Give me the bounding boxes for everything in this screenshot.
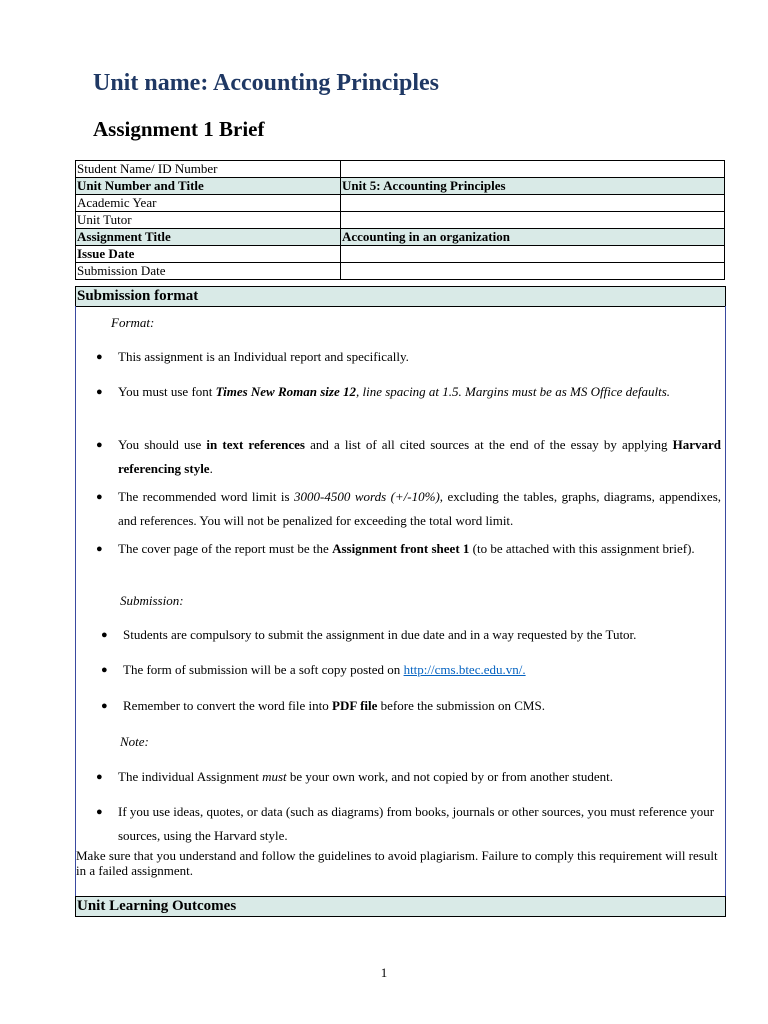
bullet-icon: ● [96, 806, 103, 818]
format-item-5 [118, 537, 721, 561]
format-item-5-text: The cover page of the report must be the [118, 541, 333, 556]
row-value [341, 246, 725, 263]
font-requirement: Times New Roman size 12 [215, 384, 356, 399]
format-item-1: This assignment is an Individual report and specifically. [118, 349, 409, 364]
unit-name-title: Unit name: Accounting Principles [93, 70, 439, 96]
assignment-title: Assignment 1 Brief [93, 117, 265, 141]
format-item-4 [118, 485, 721, 533]
format-item-5-rest: (to be attached with this assignment brief). [469, 541, 695, 556]
harvard-style: Harvard referencing style [118, 437, 721, 476]
row-value [341, 195, 725, 212]
submission-item-3-text: Remember to convert the word file into [123, 698, 333, 713]
table-row [76, 161, 725, 178]
submission-item-3 [123, 694, 723, 718]
note-item-2: If you use ideas, quotes, or data (such as diagrams) from books, journals or other sources, you must reference your sources, using the Harvard style. [118, 804, 715, 843]
note-item-1 [118, 765, 721, 789]
row-value [341, 212, 725, 229]
bullet-icon: ● [96, 543, 103, 555]
front-sheet: Assignment front sheet 1 [332, 541, 470, 556]
plagiarism-warning: Make sure that you understand and follow the guidelines to avoid plagiarism. Failure to comply this requirement will result in a failed assignment. [76, 848, 718, 878]
submission-item-1: Students are compulsory to submit the assignment in due date and in a way requested by the Tutor. [123, 627, 637, 642]
row-label: Assignment Title [76, 229, 341, 246]
row-label: Unit Tutor [76, 212, 341, 229]
bullet-icon: ● [96, 439, 103, 451]
format-item-3-mid: and a list of all cited sources at the end of the essay by applying [304, 437, 673, 452]
note-item-1-text: The individual Assignment [118, 769, 263, 784]
table-row [76, 246, 725, 263]
bullet-icon: ● [101, 629, 108, 641]
submission-format-heading: Submission format [75, 286, 726, 307]
must-emphasis: must [262, 769, 287, 784]
row-label: Student Name/ ID Number [76, 161, 341, 178]
format-item-4-rest: , excluding the tables, graphs, diagrams, appendixes, and references. You will not be penalized for exceeding the total word limit. [118, 489, 722, 528]
assignment-info-table [75, 160, 725, 280]
format-label: Format: [111, 315, 155, 330]
submission-item-2-text: The form of submission will be a soft copy posted on [123, 662, 404, 677]
note-label: Note: [120, 734, 149, 749]
bullet-icon: ● [101, 700, 108, 712]
row-value [341, 263, 725, 280]
format-item-3-text: You should use [118, 437, 207, 452]
table-row [76, 195, 725, 212]
submission-item-2 [123, 658, 723, 682]
in-text-references: in text references [206, 437, 305, 452]
note-item-1-rest: be your own work, and not copied by or from another student. [286, 769, 614, 784]
bullet-icon: ● [101, 664, 108, 676]
table-row [76, 212, 725, 229]
format-item-4-text: The recommended word limit is [118, 489, 295, 504]
pdf-file: PDF file [332, 698, 378, 713]
table-row [76, 229, 725, 246]
row-label: Issue Date [76, 246, 341, 263]
bullet-icon: ● [96, 491, 103, 503]
submission-label: Submission: [120, 593, 184, 608]
submission-item-3-rest: before the submission on CMS. [377, 698, 545, 713]
row-value: Unit 5: Accounting Principles [341, 178, 725, 195]
page-number: 1 [380, 965, 388, 980]
format-item-2 [118, 380, 721, 404]
format-item-2-rest: , line spacing at 1.5. Margins must be as MS Office defaults. [356, 384, 671, 399]
word-limit: 3000-4500 words (+/-10%) [294, 489, 440, 504]
row-label: Unit Number and Title [76, 178, 341, 195]
table-row [76, 178, 725, 195]
format-item-2-text: You must use font [118, 384, 216, 399]
row-label: Submission Date [76, 263, 341, 280]
submission-format-section [75, 306, 726, 897]
cms-link[interactable]: http://cms.btec.edu.vn/. [403, 662, 526, 677]
bullet-icon: ● [96, 771, 103, 783]
row-label: Academic Year [76, 195, 341, 212]
bullet-icon: ● [96, 386, 103, 398]
table-row [76, 263, 725, 280]
format-item-3-end: . [209, 461, 213, 476]
format-item-3 [118, 433, 721, 481]
row-value: Accounting in an organization [341, 229, 725, 246]
row-value [341, 161, 725, 178]
learning-outcomes-heading: Unit Learning Outcomes [75, 896, 726, 917]
bullet-icon: ● [96, 351, 103, 363]
